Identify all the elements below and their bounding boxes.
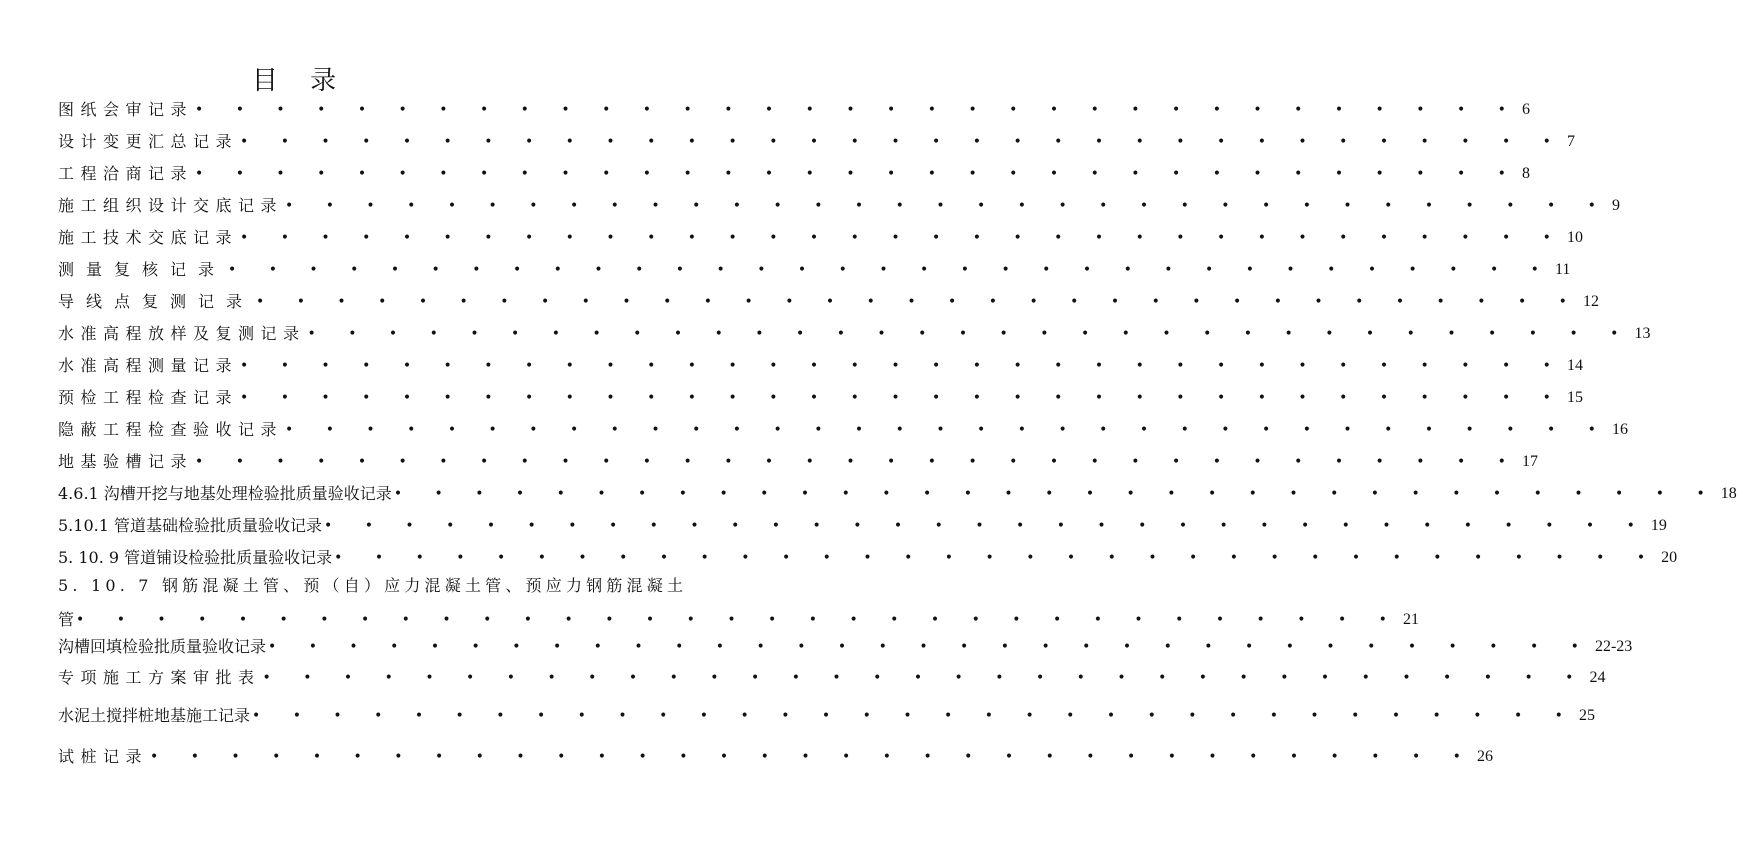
toc-entry xyxy=(58,745,1493,769)
toc-entry-page: 12 xyxy=(1582,293,1599,310)
dot-leader: • • • • • • • • • • • • • • • • • • • • • • • • • • • • • • • • • xyxy=(307,326,1633,342)
dot-leader: • • • • • • • • • • • • • • • • • • • • • • • • • • • • • • • • • xyxy=(195,102,1520,118)
dot-leader: • • • • • • • • • • • • • • • • • • • • • • • • • • • • • • • • • xyxy=(228,262,1553,278)
toc-entry xyxy=(58,666,1606,690)
toc-entry xyxy=(58,418,1628,442)
dot-leader: • • • • • • • • • • • • • • • • • • • • • • • • • • • • • • • • • xyxy=(285,422,1610,438)
toc-entry xyxy=(58,450,1538,474)
toc-entry xyxy=(58,482,1737,506)
toc-entry-title: 水准高程放样及复测记录 xyxy=(58,324,306,343)
toc-entry xyxy=(58,226,1583,250)
toc-entry-page: 25 xyxy=(1578,707,1595,724)
toc-entry xyxy=(58,290,1599,314)
toc-entry-page: 6 xyxy=(1521,101,1530,118)
toc-entry-page: 20 xyxy=(1661,549,1678,566)
toc-entry-page: 17 xyxy=(1521,453,1538,470)
toc-entry-title: 施工组织设计交底记录 xyxy=(58,196,284,215)
toc-entry-title: 5.10.1 管道基础检验批质量验收记录 xyxy=(58,516,322,535)
toc-entry-page: 21 xyxy=(1402,611,1419,628)
dot-leader: • • • • • • • • • • • • • • • • • • • • • • • • • • • • • • • • • xyxy=(334,550,1660,566)
toc-entry-title: 沟槽回填检验批质量验收记录 xyxy=(58,637,267,656)
toc-entry xyxy=(58,162,1530,186)
toc-entry-page: 13 xyxy=(1634,325,1651,342)
dot-leader: • • • • • • • • • • • • • • • • • • • • • • • • • • • • • • • • • xyxy=(150,749,1475,765)
toc-entry-title-continued: 管 xyxy=(58,610,75,629)
toc-entry xyxy=(58,704,1595,728)
toc-entry-page: 10 xyxy=(1566,229,1583,246)
page-title: 目 录 xyxy=(251,66,349,96)
dot-leader: • • • • • • • • • • • • • • • • • • • • • • • • • • • • • • • • • xyxy=(240,390,1565,406)
toc-entry xyxy=(58,386,1583,410)
toc-entry-page: 15 xyxy=(1566,389,1583,406)
dot-leader: • • • • • • • • • • • • • • • • • • • • • • • • • • • • • • • • • xyxy=(393,486,1719,502)
toc-entry-title: 预检工程检查记录 xyxy=(58,388,239,407)
toc-entry-title: 设计变更汇总记录 xyxy=(58,132,239,151)
toc-entry-title: 测量复核记录 xyxy=(58,260,227,279)
toc-entry-title: 4.6.1 沟槽开挖与地基处理检验批质量验收记录 xyxy=(58,484,392,503)
toc-entry xyxy=(58,635,1633,659)
dot-leader: • • • • • • • • • • • • • • • • • • • • • • • • • • • • • • • • • xyxy=(262,670,1588,686)
toc-entry-page: 14 xyxy=(1566,357,1583,374)
toc-entry-title: 5. 10. 9 管道铺设检验批质量验收记录 xyxy=(58,548,333,567)
dot-leader: • • • • • • • • • • • • • • • • • • • • • • • • • • • • • • • • • xyxy=(240,230,1565,246)
toc-entry-continuation xyxy=(58,608,1419,632)
toc-entry-title: 隐蔽工程检查验收记录 xyxy=(58,420,284,439)
toc-entry xyxy=(58,546,1678,570)
toc-entry-title: 图纸会审记录 xyxy=(58,100,194,119)
toc-entry-page: 24 xyxy=(1589,669,1606,686)
toc-entry-title: 水泥土搅拌桩地基施工记录 xyxy=(58,706,251,725)
dot-leader: • • • • • • • • • • • • • • • • • • • • • • • • • • • • • • • • • xyxy=(285,198,1610,214)
toc-entry-title: 导线点复测记录 xyxy=(58,292,255,311)
toc-entry-page: 7 xyxy=(1566,133,1575,150)
toc-entry-page: 11 xyxy=(1554,261,1571,278)
toc-entry-title: 地基验槽记录 xyxy=(58,452,194,471)
toc-entry-title: 专项施工方案审批表 xyxy=(58,668,261,687)
toc-entry xyxy=(58,354,1583,378)
toc-entry-page: 22-23 xyxy=(1594,638,1633,655)
dot-leader: • • • • • • • • • • • • • • • • • • • • • • • • • • • • • • • • • xyxy=(240,134,1565,150)
toc-entry-title: 试桩记录 xyxy=(58,747,149,766)
toc-entry-page: 9 xyxy=(1611,197,1620,214)
toc-entry-title: 施工技术交底记录 xyxy=(58,228,239,247)
toc-entry-page: 19 xyxy=(1650,517,1667,534)
toc-entry-page: 26 xyxy=(1476,748,1493,765)
dot-leader: • • • • • • • • • • • • • • • • • • • • • • • • • • • • • • • • • xyxy=(195,166,1520,182)
dot-leader: • • • • • • • • • • • • • • • • • • • • • • • • • • • • • • • • • xyxy=(252,708,1577,724)
toc-entry xyxy=(58,574,1419,632)
toc-entry xyxy=(58,130,1575,154)
dot-leader: • • • • • • • • • • • • • • • • • • • • • • • • • • • • • • • • • xyxy=(323,518,1649,534)
dot-leader: • • • • • • • • • • • • • • • • • • • • • • • • • • • • • • • • • xyxy=(256,294,1581,310)
toc-entry xyxy=(58,194,1620,218)
dot-leader: • • • • • • • • • • • • • • • • • • • • • • • • • • • • • • • • • xyxy=(76,612,1401,628)
toc-entry xyxy=(58,98,1530,122)
toc-entry-title: 5. 10. 7 钢筋混凝土管、预（自）应力混凝土管、预应力钢筋混凝土 xyxy=(58,576,688,595)
dot-leader: • • • • • • • • • • • • • • • • • • • • • • • • • • • • • • • • • xyxy=(195,454,1520,470)
toc-entry-page: 16 xyxy=(1611,421,1628,438)
toc-entry-page: 18 xyxy=(1720,485,1737,502)
dot-leader: • • • • • • • • • • • • • • • • • • • • • • • • • • • • • • • • • xyxy=(268,639,1593,655)
toc-entry-title: 水准高程测量记录 xyxy=(58,356,239,375)
toc-entry-title: 工程洽商记录 xyxy=(58,164,194,183)
toc-entry xyxy=(58,322,1651,346)
toc-entry xyxy=(58,514,1667,538)
dot-leader: • • • • • • • • • • • • • • • • • • • • • • • • • • • • • • • • • xyxy=(240,358,1565,374)
toc-entry-page: 8 xyxy=(1521,165,1530,182)
toc-entry xyxy=(58,258,1571,282)
